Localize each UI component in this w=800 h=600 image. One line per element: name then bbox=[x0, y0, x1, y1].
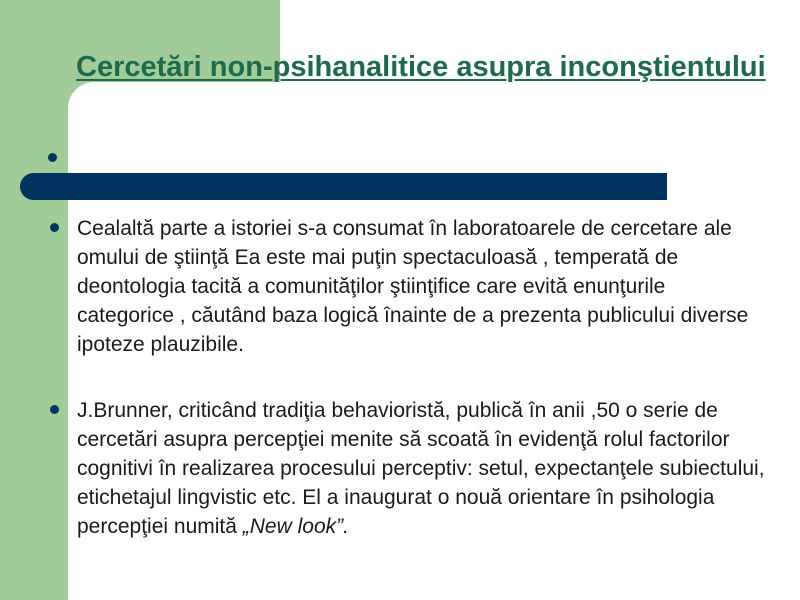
slide-title: Cercetări non-psihanalitice asupra inconştientului bbox=[76, 51, 766, 83]
navy-accent-bar bbox=[20, 173, 667, 200]
paragraph-brunner bbox=[77, 396, 767, 541]
paragraph-history-text: Cealaltă parte a istoriei s-a consumat în laboratoarele de cercetare ale omului de ştiinţă Ea este mai puţin spectaculoasă , temperată de deontologia tacită a comunităţilor ştiinţifice care evită enunţurile categorice , căutând baza logică înainte de a prezenta publicului diverse ipoteze plauzibile. bbox=[77, 217, 749, 356]
empty-bullet-icon bbox=[48, 153, 57, 162]
paragraph-history bbox=[77, 214, 767, 359]
new-look-emphasis: „New look”. bbox=[242, 515, 349, 538]
bullet-icon bbox=[50, 223, 59, 232]
bullet-icon bbox=[50, 405, 59, 414]
paragraph-brunner-text: J.Brunner, criticând tradiţia behavioristă, publică în anii ,50 o serie de cercetări asupra percepţiei menite să scoată în evidenţă rolul factorilor cognitivi în realizarea procesului perceptiv: setul, expectanţele subiectului, etichetajul lingvistic etc. El a inaugurat o nouă orientare în psihologia percepţiei numită bbox=[77, 399, 765, 538]
